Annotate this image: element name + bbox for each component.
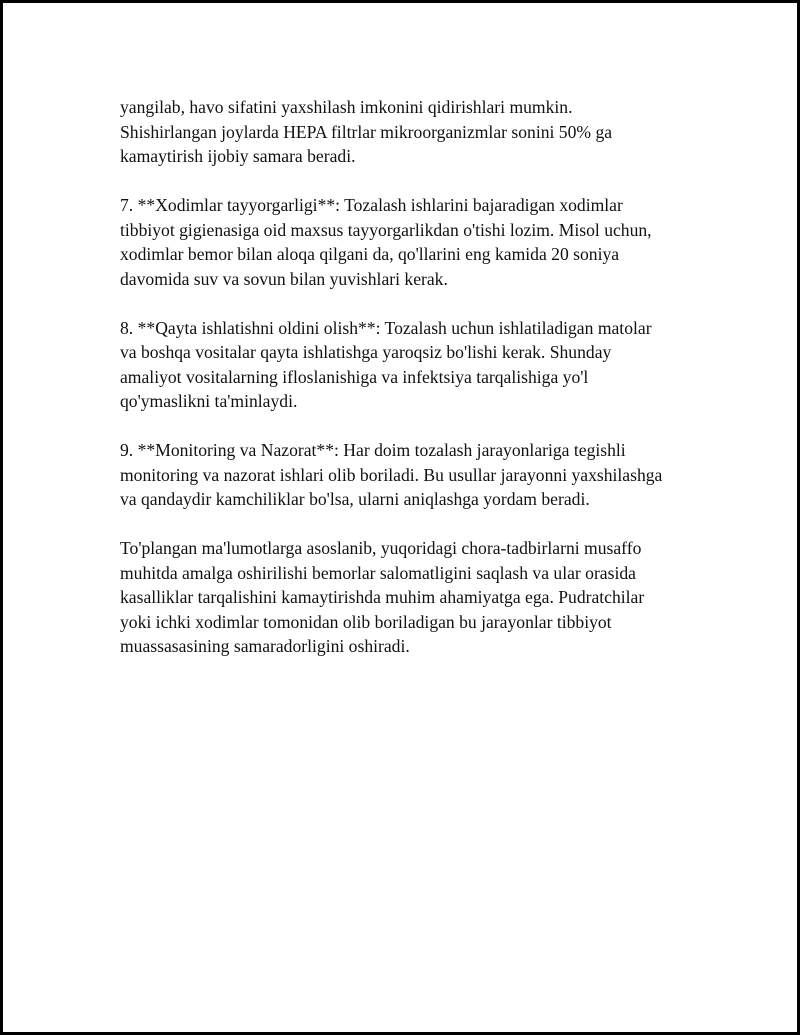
paragraph-prevent-reuse: 8. **Qayta ishlatishni oldini olish**: Tozalash uchun ishlatiladigan matolar va boshqa vositalar qayta ishlatishga yaroqsiz bo'lishi kerak. Shunday amaliyot vositalarning ifloslanishiga va infektsiya tarqalishiga yo'l qo'ymaslikni ta'minlaydi.	[120, 317, 652, 411]
paragraph-monitoring-control: 9. **Monitoring va Nazorat**: Har doim tozalash jarayonlariga tegishli monitoring va nazorat ishlari olib boriladi. Bu usullar jarayonni yaxshilashga va qandaydir kamchiliklar bo'lsa, ularni aniqlashga yordam beradi.	[120, 440, 663, 509]
document-body	[120, 95, 700, 683]
paragraph-staff-training: 7. **Xodimlar tayyorgarligi**: Tozalash ishlarini bajaradigan xodimlar tibbiyot gigienasiga oid maxsus tayyorgarlikdan o'tishi lozim. Misol uchun, xodimlar bemor bilan aloqa qilgani da, qo'llarini eng kamida 20 soniya davomida suv va sovun bilan yuvishlari kerak.	[120, 195, 652, 289]
paragraph-hepa-filters: yangilab, havo sifatini yaxshilash imkonini qidirishlari mumkin. Shishirlangan joylarda HEPA filtrlar mikroorganizmlar sonini 50% ga kamaytirish ijobiy samara beradi.	[120, 97, 613, 166]
paragraph-conclusion: To'plangan ma'lumotlarga asoslanib, yuqoridagi chora-tadbirlarni musaffo muhitda amalga oshirilishi bemorlar salomatligini saqlash va ular orasida kasalliklar tarqalishini kamaytirishda muhim ahamiyatga ega. Pudratchilar yoki ichki xodimlar tomonidan olib boriladigan bu jarayonlar tibbiyot muassasasining samaradorligini oshiradi.	[120, 538, 645, 656]
